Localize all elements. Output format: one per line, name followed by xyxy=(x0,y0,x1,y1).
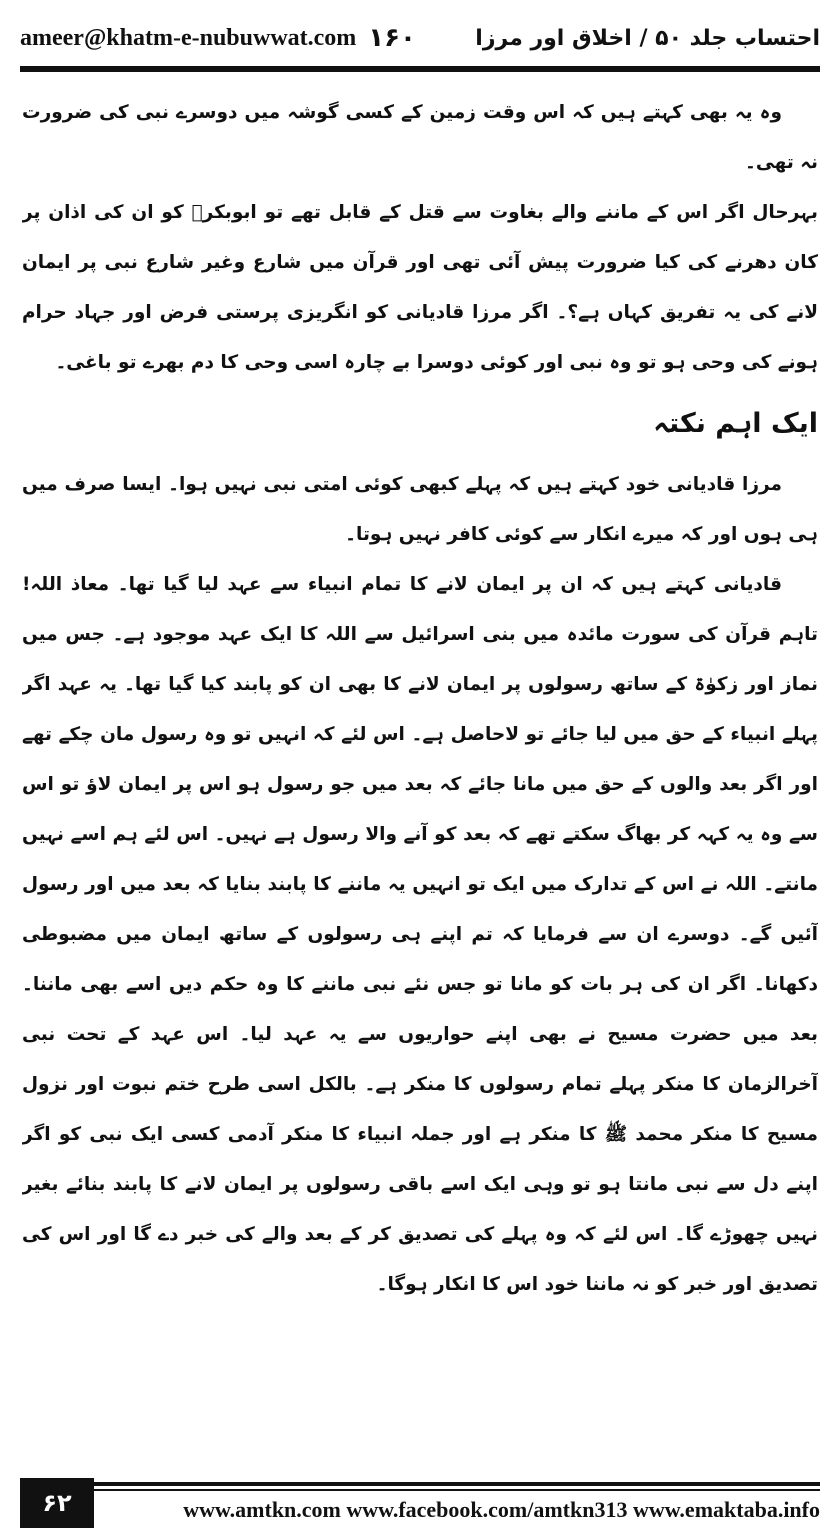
section-heading: ایک اہم نکتہ xyxy=(653,408,818,439)
header-email[interactable]: ameer@khatm-e-nubuwwat.com xyxy=(20,24,357,51)
header-left xyxy=(20,23,416,53)
page-footer xyxy=(20,1478,820,1528)
footer-divider-thin xyxy=(94,1489,820,1491)
paragraph-4: قادیانی کہتے ہیں کہ ان پر ایمان لانے کا تمام انبیاء سے عہد لیا گیا تھا۔ معاذ اللہ! تاہم قرآن کی سورت مائدہ میں بنی اسرائیل سے اللہ کا ایک عہد موجود ہے۔ جس میں نماز اور زکوٰۃ کے ساتھ رسولوں پر ایمان لانے کا بھی ان کو پابند کیا گیا تھا۔ یہ عہد اگر پہلے انبیاء کے حق میں لیا جائے تو لاحاصل ہے۔ اس لئے کہ انہیں تو وہ رسول مان چکے تھے اور اگر بعد والوں کے حق میں مانا جائے کہ بعد میں جو رسول ہو اس پر ایمان لاؤ تو اس سے وہ یہ کہہ کر بھاگ سکتے تھے کہ بعد کو آنے والا رسول ہے نہیں۔ اس لئے ہم اسے نہیں مانتے۔ اللہ نے اس کے تدارک میں ایک تو انہیں یہ ماننے کا پابند بنایا کہ بعد میں اور رسول آئیں گے۔ دوسرے ان سے فرمایا کہ تم اپنے ہی رسولوں کے ساتھ ایمان میں مضبوطی دکھانا۔ اگر ان کی ہر بات کو مانا تو جس نئے نبی ماننے کا وہ حکم دیں اسے بھی ماننا۔ بعد میں حضرت مسیح نے بھی اپنے حواریوں سے یہ عہد لیا۔ اس عہد کے تحت نبی آخرالزمان کا منکر پہلے تمام رسولوں کا منکر ہے۔ بالکل اسی طرح ختم نبوت اور نزول مسیح کا منکر محمد ﷺ کا منکر ہے اور جملہ انبیاء کا منکر آدمی کسی ایک نبی کو اگر اپنے دل سے نبی مانتا ہو تو وہی ایک اسے باقی رسولوں پر ایمان لانے کا پابند بنائے بغیر نہیں چھوڑے گا۔ اس لئے کہ وہ پہلے کی تصدیق کر کے بعد والے کی خبر دے گا اور اس کی تصدیق اور خبر کو نہ ماننا خود اس کا انکار ہوگا۔ xyxy=(22,574,818,1295)
header-page-number: ۱۶۰ xyxy=(368,23,416,53)
running-title: احتساب جلد ۵۰ / اخلاق اور مرزا xyxy=(475,25,820,51)
header-divider xyxy=(20,66,820,72)
paragraph-3: مرزا قادیانی خود کہتے ہیں کہ پہلے کبھی کوئی امتی نبی نہیں ہوا۔ ایسا صرف میں ہی ہوں اور کہ میرے انکار سے کوئی کافر نہیں ہوتا۔ xyxy=(22,474,818,545)
paragraph-1: وہ یہ بھی کہتے ہیں کہ اس وقت زمین کے کسی گوشہ میں دوسرے نبی کی ضرورت نہ تھی۔ xyxy=(22,102,818,173)
footer-divider xyxy=(94,1482,820,1486)
paragraph-2: بہرحال اگر اس کے ماننے والے بغاوت سے قتل کے قابل تھے تو ابوبکرؓ کو ان کی اذان پر کان دھرنے کی کیا ضرورت پیش آئی تھی اور قرآن میں شارع وغیر شارع نبی پر ایمان لانے کی یہ تفریق کہاں ہے؟۔ اگر مرزا قادیانی کو انگریزی پرستی فرض اور جہاد حرام ہونے کی وحی ہو تو وہ نبی اور کوئی دوسرا بے چارہ اسی وحی کا دم بھرے تو باغی۔ xyxy=(22,202,818,373)
footer-right xyxy=(94,1478,820,1528)
footer-links[interactable]: www.amtkn.com www.facebook.com/amtkn313 www.emaktaba.info xyxy=(183,1497,820,1522)
footer-page-number: ۶۲ xyxy=(20,1478,94,1528)
body-text xyxy=(22,88,818,1448)
page-header xyxy=(20,14,820,62)
